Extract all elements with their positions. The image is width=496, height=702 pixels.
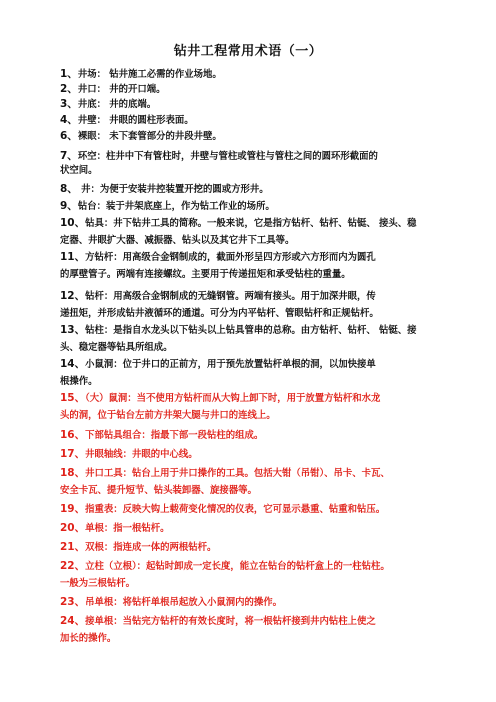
term-text: 一般为三根钻杆。 [60,578,136,589]
term-number: 6、 [60,130,78,142]
term-line [60,324,417,337]
term-text: 指重表：反映大钩上载荷变化情况的仪表，它可显示悬重、钻重和钻压。 [85,504,386,515]
term-line-highlighted [60,522,170,535]
term-line [60,290,376,303]
term-line-highlighted [60,560,390,573]
term-line [60,164,98,177]
term-line-highlighted [60,484,257,497]
term-line-highlighted [60,467,390,480]
term-line-highlighted [60,632,116,645]
term-text: 头的洞，位于钻台左前方井架大腿与井口的连线上。 [60,410,276,421]
term-text: 裸眼： 未下套管部分的井段井壁。 [77,131,222,142]
term-line-highlighted [60,577,135,590]
term-text: 下部钻具组合：指最下部一段钻柱的组成。 [85,430,264,441]
term-number: 22、 [60,560,86,572]
term-text: 头、稳定器等钻具所组成。 [60,342,173,353]
term-number: 1、 [60,68,78,80]
term-text: 环空：柱井中下有管柱时，井壁与管柱或管柱与管柱之间的圆环形截面的 [77,151,378,162]
term-text: 井口： 井的开口端。 [77,84,166,95]
term-line [60,307,379,320]
term-line-highlighted [60,429,263,442]
term-line [60,68,222,81]
term-number: 7、 [60,150,78,162]
term-text: 的厚壁管子。两端有连接螺纹。主要用于传递扭矩和承受钻柱的重量。 [60,269,351,280]
term-text: 单根：指一根钻杆。 [85,523,170,534]
term-number: 18、 [60,467,86,479]
term-line [60,375,98,388]
term-line [60,98,156,111]
term-line [60,150,378,163]
term-text: 钻台：装于井架底座上，作为钻工作业的场所。 [77,201,275,212]
term-line-highlighted [60,409,276,422]
term-number: 8、 [60,183,78,195]
term-text: （大）鼠洞：当不使用方钻杆而从大钩上卸下时，用于放置方钻杆和水龙 [85,393,381,404]
term-text: 接单根：当钻完方钻杆的有效长度时，将一根钻杆接到井内钻柱上使之 [85,616,376,627]
term-number: 23、 [60,596,86,608]
term-number: 19、 [60,503,86,515]
term-number: 21、 [60,541,86,553]
term-number: 12、 [60,290,86,302]
term-text: 钻杆：用高级合金钢制成的无缝钢管。两端有接头。用于加深井眼，传 [85,291,376,302]
term-number: 3、 [60,98,78,110]
term-number: 24、 [60,615,86,627]
term-line [60,234,294,247]
term-number: 20、 [60,522,86,534]
term-text: 小鼠洞：位于井口的正前方，用于预先放置钻杆单根的洞，以加快接单 [85,359,376,370]
term-line-highlighted [60,615,376,628]
term-line [60,268,351,281]
term-text: 井场： 钻井施工必需的作业场地。 [77,69,222,80]
term-text: 方钻杆：用高级合金钢制成的，截面外形呈四方形或六方形而内为圆孔 [85,252,376,263]
term-text: 井：为便于安装井控装置开挖的圆或方形井。 [77,184,269,195]
term-line-highlighted [60,503,385,516]
term-line [60,341,173,354]
term-text: 递扭矩，并形成钻井液循环的通道。可分为内平钻杆、管眼钻杆和正规钻杆。 [60,308,379,319]
term-text: 井底： 井的底端。 [77,99,157,110]
term-text: 加长的操作。 [60,633,117,644]
term-number: 13、 [60,324,86,336]
term-number: 16、 [60,429,86,441]
term-number: 4、 [60,114,78,126]
term-text: 根操作。 [60,376,98,387]
term-line [60,217,417,230]
term-line-highlighted [60,541,216,554]
term-line [60,183,269,196]
term-line [60,251,376,264]
term-text: 井壁： 井眼的圆柱形表面。 [77,115,194,126]
term-text: 钻柱：是指自水龙头以下钻头以上钻具管串的总称。由方钻杆、钻杆、 钻铤、接 [85,325,417,336]
term-line [60,358,376,371]
term-text: 定器、井眼扩大器、减振器、钻头以及其它井下工具等。 [60,235,295,246]
term-line-highlighted [60,392,380,405]
term-line-highlighted [60,596,282,609]
term-line [60,200,275,213]
term-text: 立柱（立根）：起钻时卸成一定长度，能立在钻台的钻杆盒上的一柱钻柱。 [85,561,390,572]
term-number: 11、 [60,251,86,263]
document-title: 钻井工程常用术语（一） [173,44,323,59]
term-text: 安全卡瓦、提升短节、钻头装卸器、旋接器等。 [60,485,257,496]
term-number: 15、 [60,392,86,404]
term-text: 双根：指连成一体的两根钻杆。 [85,542,217,553]
term-number: 2、 [60,83,78,95]
term-text: 钻具：井下钻井工具的简称。一般来说，它是指方钻杆、钻杆、钻铤、 接头、稳 [85,218,417,229]
term-line [60,114,194,127]
term-text: 井口工具：钻台上用于井口操作的工具。包括大钳（吊钳）、吊卡、卡瓦、 [85,468,390,479]
term-text: 吊单根：将钻杆单根吊起放入小鼠洞内的操作。 [85,597,283,608]
term-line [60,130,222,143]
term-text: 井眼轴线：井眼的中心线。 [85,449,198,460]
term-line-highlighted [60,448,198,461]
term-number: 14、 [60,358,86,370]
term-text: 状空间。 [60,165,98,176]
term-number: 17、 [60,448,86,460]
term-number: 10、 [60,217,86,229]
term-line [60,83,165,96]
term-number: 9、 [60,200,78,212]
